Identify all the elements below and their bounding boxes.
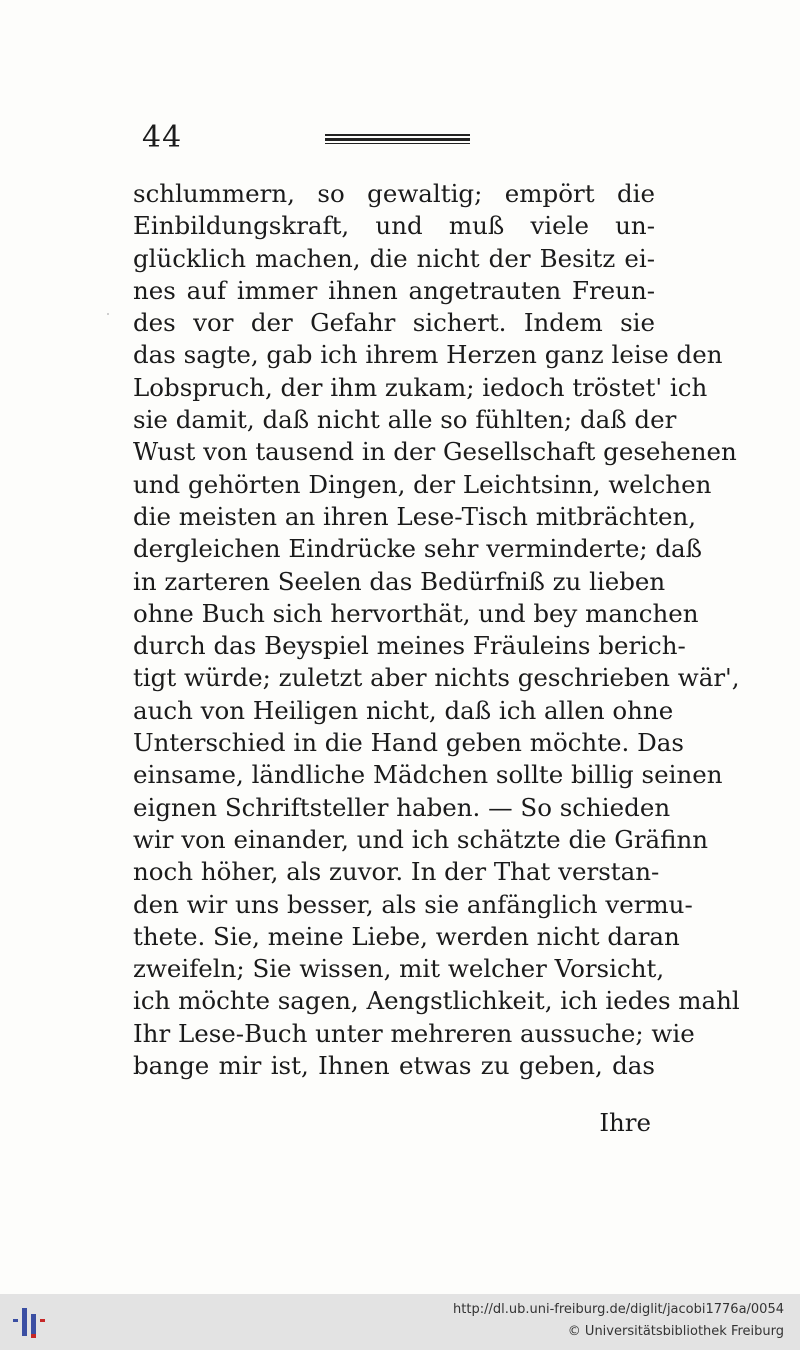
text-line: eignen Schriftsteller haben. — So schieden — [133, 792, 671, 822]
ub-freiburg-logo-icon[interactable] — [10, 1304, 50, 1340]
text-line: Einbildungskraft, und muß viele un- — [133, 211, 655, 241]
text-line: thete. Sie, meine Liebe, werden nicht daran — [133, 921, 680, 951]
text-line: Wust von tausend in der Gesellschaft gesehenen — [133, 437, 737, 467]
page-number: 44 — [142, 120, 183, 155]
text-line: des vor der Gefahr sichert. Indem sie — [133, 308, 655, 338]
catchword: Ihre — [599, 1108, 651, 1137]
text-line: sie damit, daß nicht alle so fühlten; daß der — [133, 405, 677, 435]
text-line: Lobspruch, der ihm zukam; iedoch tröstet' ich — [133, 372, 708, 402]
text-line: schlummern, so gewaltig; empört die — [133, 179, 655, 208]
page-body-text — [133, 178, 740, 1082]
footer-bar — [0, 1294, 800, 1350]
text-line: einsame, ländliche Mädchen sollte billig seinen — [133, 760, 723, 790]
copyright-notice: © Universitätsbibliothek Freiburg — [567, 1324, 784, 1339]
text-line: dergleichen Eindrücke sehr verminderte; daß — [133, 534, 703, 564]
text-line: durch das Beyspiel meines Fräuleins berich- — [133, 631, 686, 661]
text-line: den wir uns besser, als sie anfänglich vermu- — [133, 889, 693, 919]
text-line: Unterschied in die Hand geben möchte. Das — [133, 728, 684, 758]
text-line: Ihr Lese-Buch unter mehreren aussuche; wie — [133, 1018, 695, 1048]
text-line: die meisten an ihren Lese-Tisch mitbrächten, — [133, 501, 697, 531]
text-line: noch höher, als zuvor. In der That verstan- — [133, 857, 660, 887]
text-line: das sagte, gab ich ihrem Herzen ganz leise den — [133, 340, 723, 370]
text-line: auch von Heiligen nicht, daß ich allen ohne — [133, 695, 674, 725]
text-line: glücklich machen, die nicht der Besitz ei- — [133, 243, 655, 273]
text-line: zweifeln; Sie wissen, mit welcher Vorsicht, — [133, 954, 665, 984]
text-line: tigt würde; zuletzt aber nichts geschrieben wär', — [133, 663, 740, 693]
text-line: bange mir ist, Ihnen etwas zu geben, das — [133, 1051, 655, 1081]
header-rule — [325, 134, 470, 143]
text-line: nes auf immer ihnen angetrauten Freun- — [133, 275, 655, 305]
margin-mark — [107, 313, 109, 315]
source-url-link[interactable]: http://dl.ub.uni-freiburg.de/diglit/jacobi1776a/0054 — [453, 1302, 784, 1317]
text-line: ohne Buch sich hervorthät, und bey manchen — [133, 598, 699, 628]
text-line: in zarteren Seelen das Bedürfniß zu lieben — [133, 566, 666, 596]
text-line: wir von einander, und ich schätzte die Gräfinn — [133, 824, 709, 854]
text-line: und gehörten Dingen, der Leichtsinn, welchen — [133, 469, 712, 499]
text-line: ich möchte sagen, Aengstlichkeit, ich iedes mahl — [133, 986, 740, 1016]
